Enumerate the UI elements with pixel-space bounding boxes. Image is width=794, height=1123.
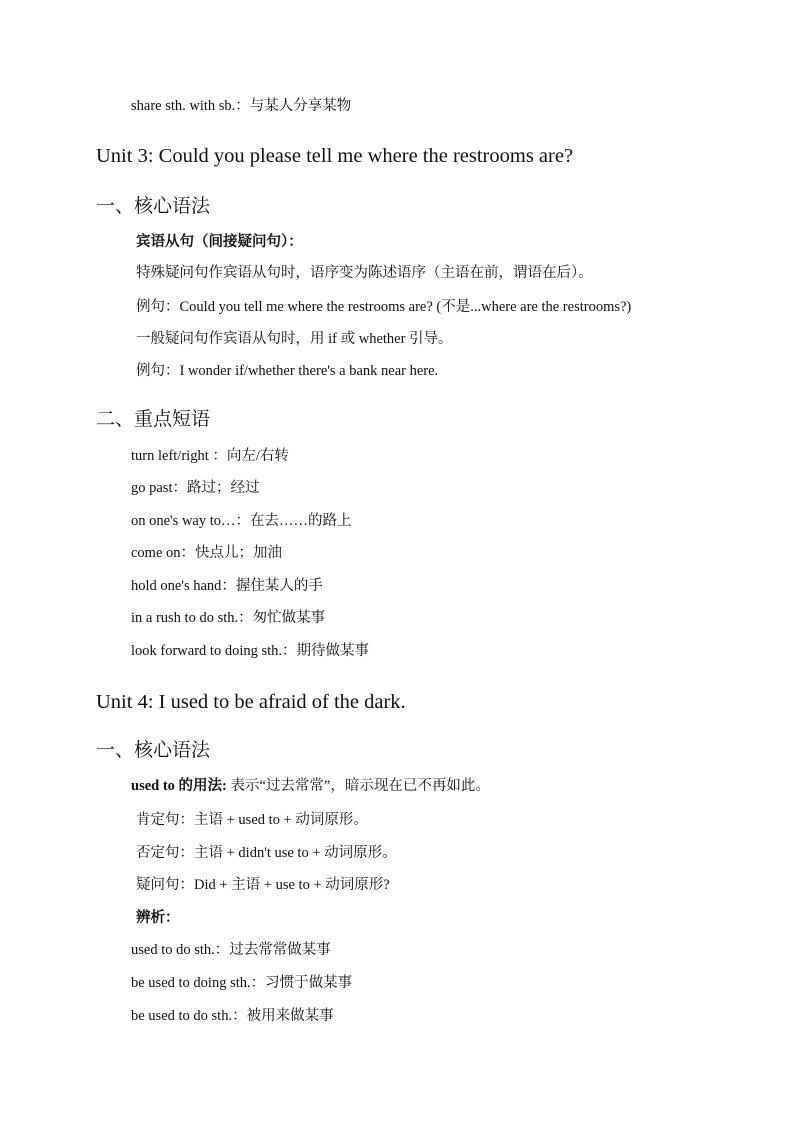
grammar-rule-line: 特殊疑问句作宾语从句时，语序变为陈述语序（主语在前，谓语在后）。: [136, 265, 593, 281]
used-to-usage-label: used to 的用法:: [131, 778, 227, 794]
object-clause-subheading: 宾语从句（间接疑问句）：: [136, 234, 303, 250]
phrase-item: hold one's hand：握住某人的手: [131, 578, 323, 594]
grammar-rule-line: 一般疑问句作宾语从句时，用 if 或 whether 引导。: [136, 331, 453, 347]
distinction-item: used to do sth.：过去常常做某事: [131, 942, 331, 958]
negative-structure: 否定句：主语 + didn't use to + 动词原形。: [136, 845, 397, 861]
distinction-heading: 辨析：: [136, 910, 180, 926]
grammar-example-line: 例句：I wonder if/whether there's a bank near here.: [136, 363, 439, 379]
phrase-share-with: share sth. with sb.：与某人分享某物: [131, 98, 352, 114]
distinction-item: be used to doing sth.：习惯于做某事: [131, 975, 353, 991]
used-to-usage-text: 表示“过去常常”，暗示现在已不再如此。: [226, 778, 490, 794]
unit-4-title: Unit 4: I used to be afraid of the dark.: [96, 691, 406, 713]
phrase-item: in a rush to do sth.：匆忙做某事: [131, 610, 326, 626]
phrase-item: on one's way to…：在去……的路上: [131, 513, 352, 529]
phrase-item: look forward to doing sth.：期待做某事: [131, 643, 370, 659]
grammar-example-line: 例句：Could you tell me where the restrooms are? (不是...where are the restrooms?): [136, 299, 632, 315]
affirmative-structure: 肯定句：主语 + used to + 动词原形。: [136, 812, 368, 828]
unit-4-grammar-heading: 一、核心语法: [96, 740, 211, 761]
used-to-usage-line: [131, 779, 490, 794]
phrase-item: come on：快点儿；加油: [131, 545, 283, 561]
unit-3-grammar-heading: 一、核心语法: [96, 196, 211, 217]
distinction-item: be used to do sth.：被用来做某事: [131, 1008, 334, 1024]
question-structure: 疑问句：Did + 主语 + use to + 动词原形?: [136, 877, 390, 893]
unit-3-title: Unit 3: Could you please tell me where the restrooms are?: [96, 145, 574, 167]
phrase-item: go past：路过；经过: [131, 480, 260, 496]
phrase-item: turn left/right ：向左/右转: [131, 448, 289, 464]
unit-3-phrases-heading: 二、重点短语: [96, 409, 211, 430]
